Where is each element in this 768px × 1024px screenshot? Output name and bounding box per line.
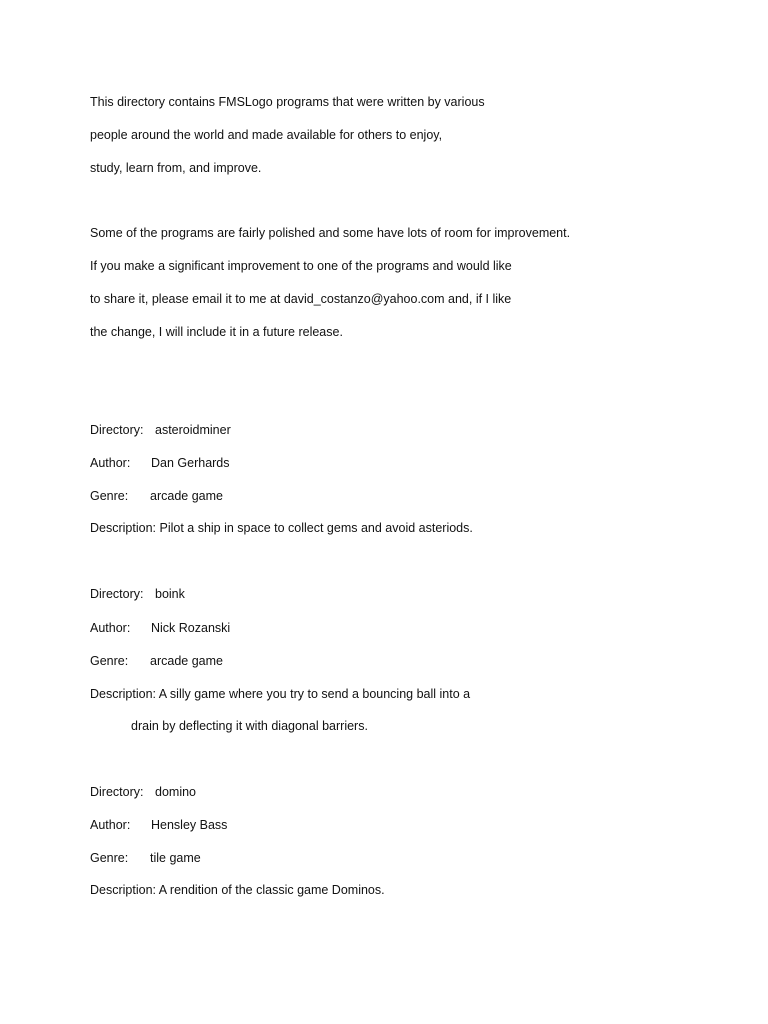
entry-genre-row xyxy=(90,850,201,866)
author-label: Author: xyxy=(90,621,131,635)
directory-label: Directory: xyxy=(90,785,144,799)
description-label: Description: xyxy=(90,521,156,535)
entry-directory-row xyxy=(90,422,231,438)
entry-genre-row xyxy=(90,488,223,504)
description-value: A rendition of the classic game Dominos. xyxy=(158,883,385,897)
entry-author-row xyxy=(90,620,230,636)
directory-label: Directory: xyxy=(90,587,144,601)
genre-value: arcade game xyxy=(150,654,223,668)
author-value: Hensley Bass xyxy=(151,818,228,832)
genre-label: Genre: xyxy=(90,654,129,668)
genre-value: arcade game xyxy=(150,489,223,503)
genre-value: tile game xyxy=(150,851,201,865)
author-label: Author: xyxy=(90,456,131,470)
description-value: Pilot a ship in space to collect gems and avoid asteriods. xyxy=(159,521,473,535)
author-label: Author: xyxy=(90,818,131,832)
entry-author-row xyxy=(90,455,230,471)
improvement-line-4: the change, I will include it in a future release. xyxy=(90,325,343,339)
intro-line-2: people around the world and made available for others to enjoy, xyxy=(90,128,443,142)
author-value: Dan Gerhards xyxy=(151,456,230,470)
improvement-line-3: to share it, please email it to me at david_costanzo@yahoo.com and, if I like xyxy=(90,292,512,306)
entry-description-row xyxy=(90,520,473,536)
directory-value: asteroidminer xyxy=(155,423,231,437)
genre-label: Genre: xyxy=(90,851,129,865)
author-value: Nick Rozanski xyxy=(151,621,231,635)
directory-label: Directory: xyxy=(90,423,144,437)
description-label: Description: xyxy=(90,883,156,897)
entry-directory-row xyxy=(90,586,185,602)
improvement-line-2: If you make a significant improvement to one of the programs and would like xyxy=(90,259,512,273)
entry-genre-row xyxy=(90,653,223,669)
improvement-line-1: Some of the programs are fairly polished and some have lots of room for improvement. xyxy=(90,226,571,240)
intro-line-1: This directory contains FMSLogo programs that were written by various xyxy=(90,95,485,109)
genre-label: Genre: xyxy=(90,489,129,503)
intro-line-3: study, learn from, and improve. xyxy=(90,161,262,175)
directory-value: boink xyxy=(155,587,185,601)
entry-author-row xyxy=(90,817,227,833)
directory-value: domino xyxy=(155,785,196,799)
entry-directory-row xyxy=(90,784,196,800)
description-continuation: drain by deflecting it with diagonal barriers. xyxy=(131,719,368,733)
entry-description-row xyxy=(90,686,470,702)
entry-description-row xyxy=(90,882,385,898)
description-value: A silly game where you try to send a bouncing ball into a xyxy=(158,687,471,701)
description-label: Description: xyxy=(90,687,156,701)
